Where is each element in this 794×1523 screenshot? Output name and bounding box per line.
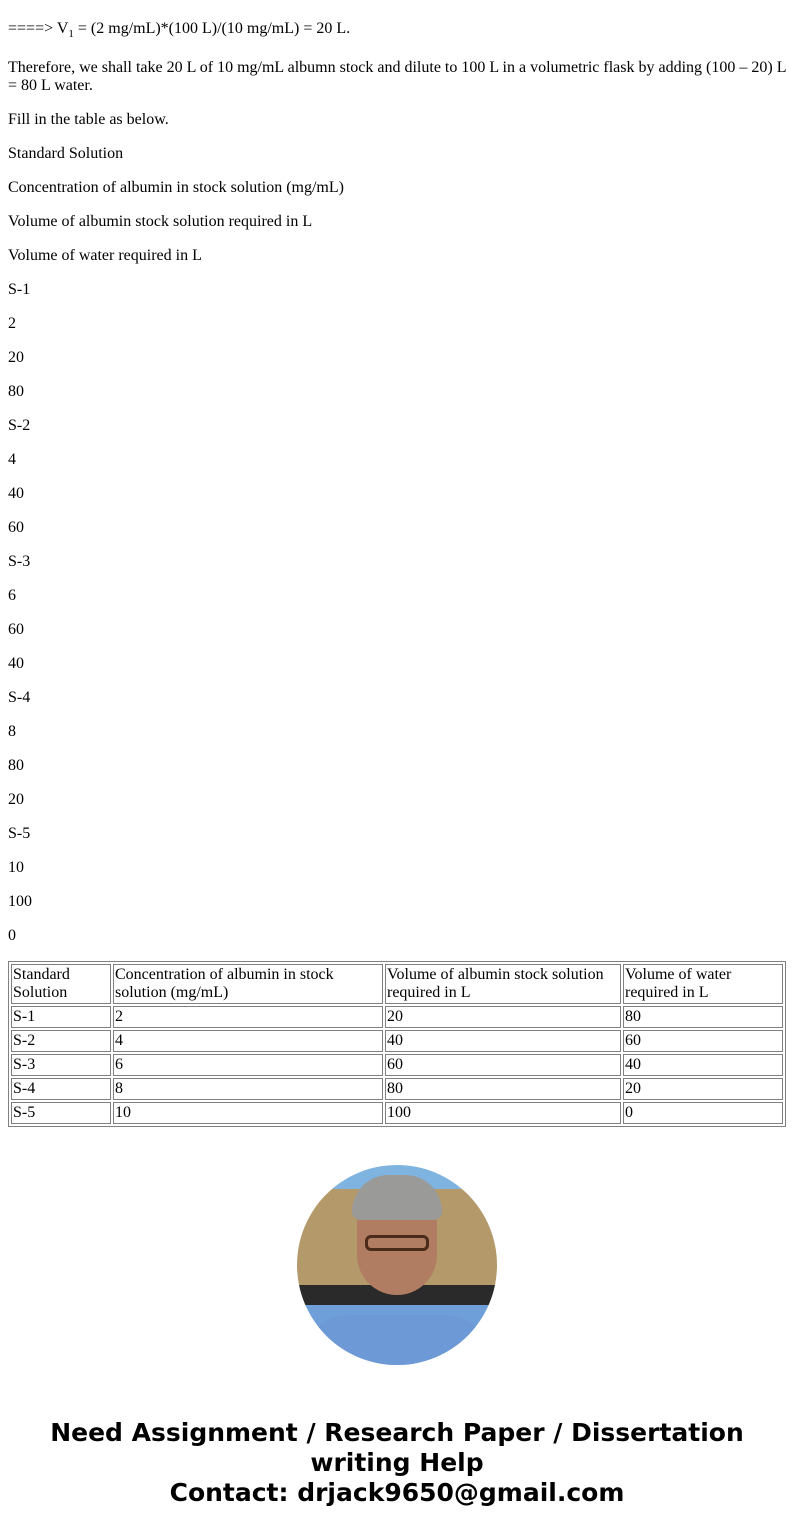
table-cell: 20 — [623, 1078, 783, 1100]
table-cell: 60 — [385, 1054, 621, 1076]
list-item: Standard Solution — [8, 145, 124, 163]
table-row — [11, 1054, 783, 1076]
avatar — [297, 1165, 497, 1365]
table-cell: 80 — [385, 1078, 621, 1100]
list-item: 20 — [8, 791, 24, 809]
list-item: 40 — [8, 485, 24, 503]
table-cell: 2 — [113, 1006, 383, 1028]
header-cell: Volume of water required in L — [623, 964, 783, 1004]
hair — [352, 1175, 442, 1220]
table-cell: 100 — [385, 1102, 621, 1124]
list-item: 20 — [8, 349, 24, 367]
table-row — [11, 1006, 783, 1028]
list-item: S-2 — [8, 417, 31, 435]
list-item: 0 — [8, 927, 16, 945]
list-item: S-4 — [8, 689, 31, 707]
list-item: Volume of water required in L — [8, 247, 202, 265]
glasses-icon — [365, 1235, 429, 1251]
table-cell: 0 — [623, 1102, 783, 1124]
table-cell: 40 — [623, 1054, 783, 1076]
list-item: 4 — [8, 451, 16, 469]
table-header-row — [11, 964, 783, 1004]
table-cell: S-5 — [11, 1102, 111, 1124]
list-item: 60 — [8, 519, 24, 537]
table-cell: 6 — [113, 1054, 383, 1076]
list-item: 10 — [8, 859, 24, 877]
table-cell: S-3 — [11, 1054, 111, 1076]
header-cell: Volume of albumin stock solution required in L — [385, 964, 621, 1004]
flat-list — [8, 145, 786, 945]
table-cell: S-1 — [11, 1006, 111, 1028]
avatar-container — [8, 1165, 786, 1370]
paragraph: Fill in the table as below. — [8, 111, 169, 129]
paragraph: Therefore, we shall take 20 L of 10 mg/mL albumn stock and dilute to 100 L in a volumetric flask by adding (100 – 20) L = 80 L water. — [8, 59, 786, 95]
table-cell: 60 — [623, 1030, 783, 1052]
table-row — [11, 1102, 783, 1124]
list-item: 60 — [8, 621, 24, 639]
list-item: S-3 — [8, 553, 31, 571]
table-row — [11, 1078, 783, 1100]
table-cell: 8 — [113, 1078, 383, 1100]
equation-rest: = (2 mg/mL)*(100 L)/(10 mg/mL) = 20 L. — [73, 20, 351, 37]
footer-contact[interactable]: Contact: drjack9650@gmail.com — [169, 1478, 625, 1508]
table-row — [11, 1030, 783, 1052]
list-item: 80 — [8, 757, 24, 775]
header-cell: Concentration of albumin in stock solution (mg/mL) — [113, 964, 383, 1004]
footer-help-text: Need Assignment / Research Paper / Dissertation writing Help — [50, 1418, 744, 1478]
table-cell: 20 — [385, 1006, 621, 1028]
list-item: Volume of albumin stock solution required in L — [8, 213, 313, 231]
table-cell: 10 — [113, 1102, 383, 1124]
header-cell: Standard Solution — [11, 964, 111, 1004]
equation — [8, 20, 786, 43]
list-item: 2 — [8, 315, 16, 333]
list-item: S-1 — [8, 281, 31, 299]
equation-prefix: ====> V — [8, 20, 69, 37]
footer — [8, 1418, 786, 1508]
table-cell: S-4 — [11, 1078, 111, 1100]
table-cell: 4 — [113, 1030, 383, 1052]
data-table — [8, 961, 786, 1127]
list-item: 6 — [8, 587, 16, 605]
table-cell: 40 — [385, 1030, 621, 1052]
shirt — [307, 1315, 487, 1365]
list-item: 100 — [8, 893, 32, 911]
list-item: 40 — [8, 655, 24, 673]
table-cell: S-2 — [11, 1030, 111, 1052]
list-item: Concentration of albumin in stock solution (mg/mL) — [8, 179, 344, 197]
list-item: S-5 — [8, 825, 31, 843]
list-item: 80 — [8, 383, 24, 401]
list-item: 8 — [8, 723, 16, 741]
equation-subscript: 1 — [68, 28, 74, 41]
table-cell: 80 — [623, 1006, 783, 1028]
